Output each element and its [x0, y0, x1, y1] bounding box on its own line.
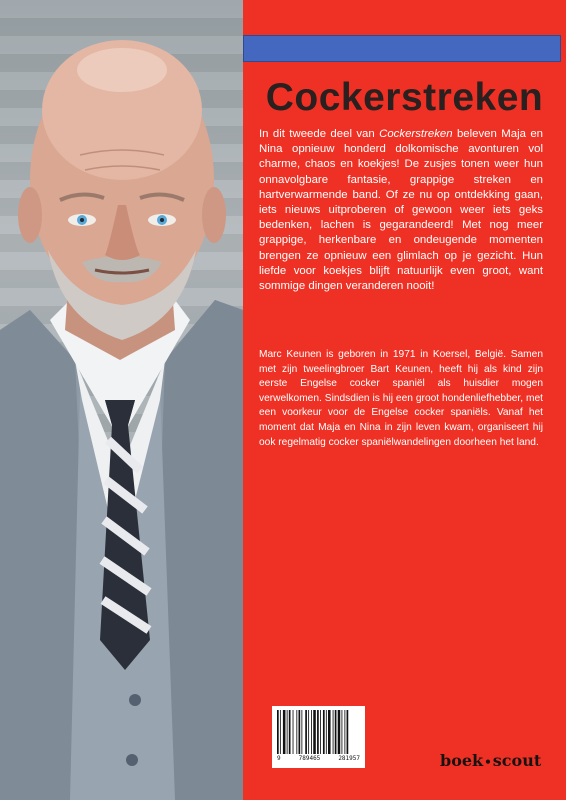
- blurb-rest: beleven Maja en Nina opnieuw honderd dolkomische avonturen vol charme, chaos en koekjes! De zusjes tonen weer hun onnavolgbare fantasie, grappige streken en hartverwarmende band. Of ze nu op ontdekking gaan, iets nieuws uitproberen of gewoon weer iets geks bedenken, lachen is gegarandeerd! Met nog meer grappige, herkenbare en ondeugende momenten brengen ze opnieuw een glimlach op je gezicht. Hun liefde voor koekjes blijft natuurlijk even groot, want sommige dingen veranderen nooit!: [259, 128, 543, 293]
- barcode-digits-right: 281957: [338, 755, 360, 762]
- author-photo: [0, 0, 243, 800]
- barcode-bars: [277, 710, 360, 754]
- author-portrait-illustration: [0, 0, 243, 800]
- publisher-logo-dot: •: [484, 755, 492, 769]
- publisher-logo: [440, 751, 541, 770]
- book-blurb: [259, 127, 543, 294]
- barcode-digits: [277, 755, 360, 762]
- author-bio: Marc Keunen is geboren in 1971 in Koersel, België. Samen met zijn tweelingbroer Bart Keunen, heeft hij als kind zijn eerste Engelse cocker spaniël als huisdier mogen verwelkomen. Sindsdien is hij een groot hondenliefhebber, met een voorkeur voor de Engelse cocker spaniëls. Vanaf het moment dat Maja en Nina in zijn leven kwam, organiseert hij ook regelmatig cocker spaniëlwandelingen doorheen het land.: [259, 349, 543, 448]
- barcode-digit-prefix: 9: [277, 755, 281, 762]
- blurb-title-italic: Cockerstreken: [379, 128, 453, 140]
- publisher-logo-left: boek: [440, 751, 484, 770]
- blurb-intro: In dit tweede deel van: [259, 128, 380, 140]
- blue-header-bar: [243, 35, 561, 62]
- book-title: Cockerstreken: [265, 76, 544, 119]
- barcode-digits-left: 789465: [298, 755, 321, 762]
- isbn-barcode: [272, 706, 365, 768]
- publisher-logo-right: scout: [492, 751, 542, 770]
